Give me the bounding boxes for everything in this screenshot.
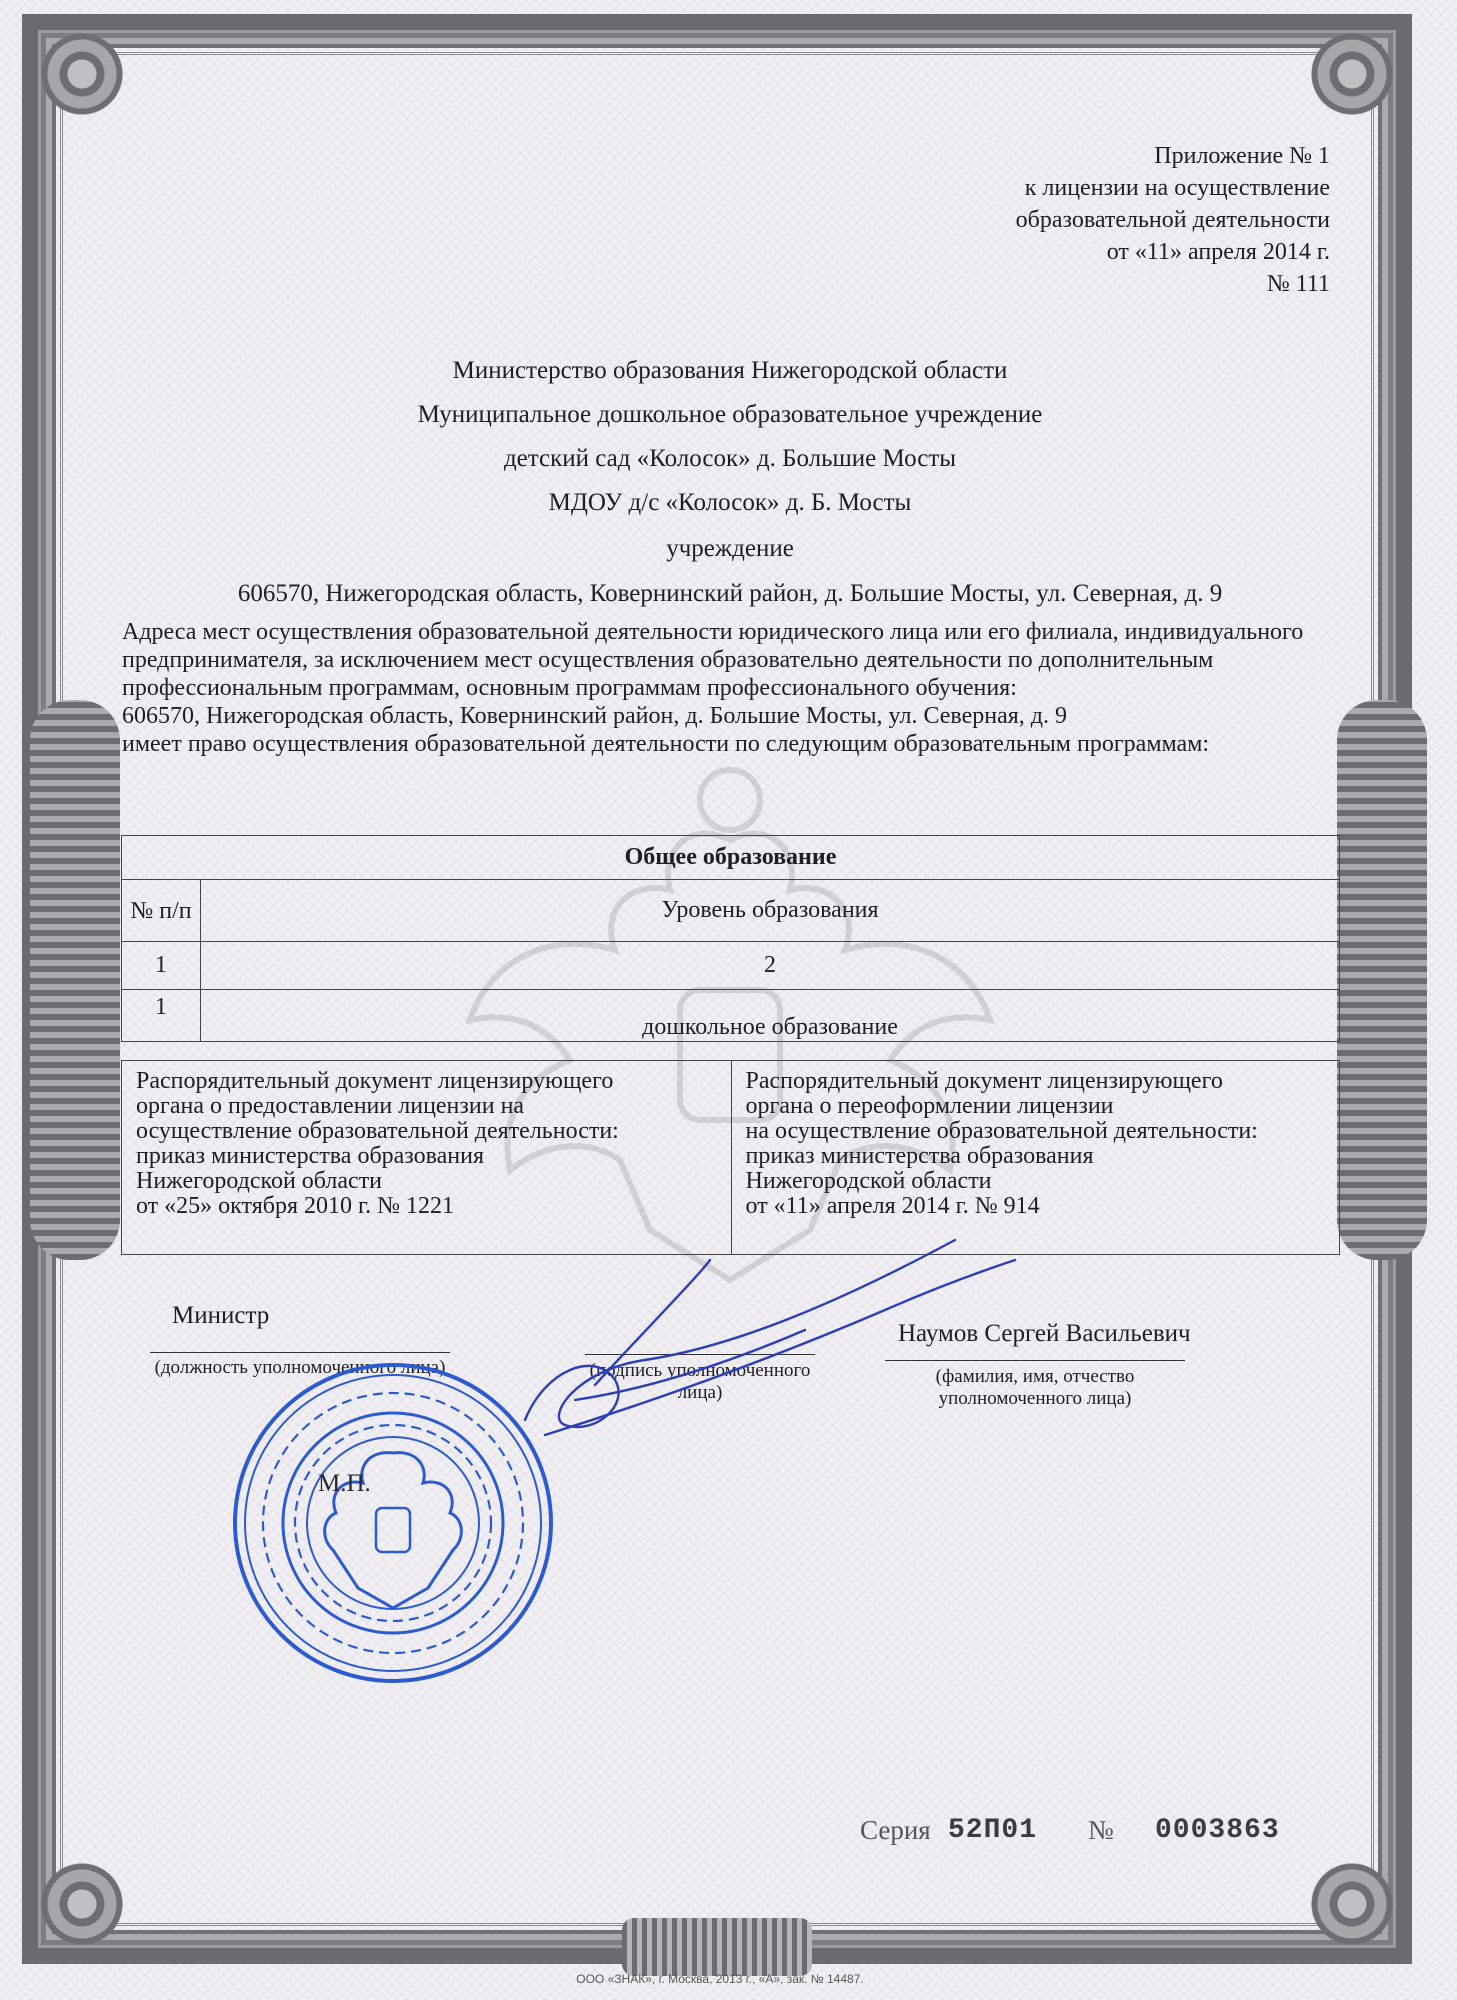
activity-address: 606570, Нижегородская область, Ковернинский район, д. Большие Мосты, ул. Северная, д. 9 (122, 703, 1067, 729)
document-line: Распорядительный документ лицензирующего (136, 1068, 614, 1094)
index-row-level: 2 (201, 942, 1340, 990)
institution-full-name-1: Муниципальное дошкольное образовательное учреждение (417, 401, 1043, 428)
position-caption: (должность уполномоченного лица) (154, 1357, 446, 1378)
index-row-number: 1 (122, 942, 201, 990)
official-name: Наумов Сергей Васильевич (898, 1320, 1191, 1347)
document-line: осуществление образовательной деятельности: (136, 1118, 619, 1144)
signature-caption-line: (подпись уполномоченного (589, 1360, 811, 1381)
corner-ornament (22, 14, 142, 134)
form-series-value: 52П01 (948, 1815, 1038, 1846)
appendix-number: № 111 (1266, 271, 1330, 297)
document-line: от «11» апреля 2014 г. № 914 (745, 1193, 1040, 1219)
side-ornament-left (30, 700, 120, 1260)
printer-imprint: ООО «ЗНАК», г. Москва, 2013 г., «А», зак. № 14487. (576, 1972, 864, 1986)
appendix-line: к лицензии на осуществление (1024, 175, 1330, 201)
document-line: Нижегородской области (136, 1168, 383, 1194)
side-ornament-right (1337, 700, 1427, 1260)
section-title: Общее образование (122, 836, 1340, 880)
table-row (122, 990, 1340, 1042)
form-number-label: № (1088, 1815, 1114, 1845)
corner-ornament (22, 1844, 142, 1964)
column-header-number: № п/п (122, 880, 201, 942)
institution-type: учреждение (666, 535, 794, 562)
addresses-intro: Адреса мест осуществления образовательной деятельности юридического лица или его филиала, индивидуального предпринимателя, за исключением мест осуществления образовательно деятельности по дополнительным профессиональным программам, основным программам профессионального обучения: (122, 619, 1304, 701)
document-line: приказ министерства образования (745, 1143, 1094, 1169)
ministry-name: Министерство образования Нижегородской области (452, 357, 1008, 384)
form-series-label: Серия (860, 1815, 931, 1845)
document-line: на осуществление образовательной деятельности: (745, 1118, 1258, 1144)
institution-short-name: МДОУ д/с «Колосок» д. Б. Мосты (548, 489, 912, 516)
document-line: органа о переоформлении лицензии (745, 1093, 1114, 1119)
official-position: Министр (172, 1302, 270, 1329)
name-caption-line: (фамилия, имя, отчество (935, 1366, 1135, 1387)
column-header-level: Уровень образования (201, 880, 1340, 942)
row-level: дошкольное образование (201, 990, 1340, 1042)
bottom-ornament (622, 1918, 812, 1976)
document-line: Нижегородской области (745, 1168, 992, 1194)
handwritten-signature-icon (505, 1220, 1025, 1450)
appendix-line: от «11» апреля 2014 г. (1106, 239, 1330, 265)
signature-caption-line: лица) (677, 1382, 723, 1403)
appendix-line: Приложение № 1 (1154, 143, 1330, 169)
body-text (122, 618, 1342, 758)
corner-ornament (1292, 1844, 1412, 1964)
seal-place-mark: М.П. (318, 1470, 371, 1497)
name-caption-line: уполномоченного лица) (938, 1388, 1132, 1409)
institution-full-name-2: детский сад «Колосок» д. Большие Мосты (503, 445, 957, 472)
official-seal-icon (228, 1358, 558, 1688)
document-line: Распорядительный документ лицензирующего (745, 1068, 1223, 1094)
education-programs-table (121, 835, 1340, 1042)
appendix-header (860, 140, 1330, 300)
form-number-value: 0003863 (1155, 1815, 1280, 1846)
row-number: 1 (122, 990, 201, 1042)
document-line: от «25» октября 2010 г. № 1221 (136, 1193, 455, 1219)
right-statement: имеет право осуществления образовательной деятельности по следующим образовательным программам: (122, 731, 1210, 757)
document-line: органа о предоставлении лицензии на (136, 1093, 525, 1119)
position-underline (150, 1352, 450, 1353)
document-line: приказ министерства образования (136, 1143, 485, 1169)
legal-address: 606570, Нижегородская область, Ковернинский район, д. Большие Мосты, ул. Северная, д. 9 (237, 580, 1223, 607)
corner-ornament (1292, 14, 1412, 134)
appendix-line: образовательной деятельности (1015, 207, 1330, 233)
